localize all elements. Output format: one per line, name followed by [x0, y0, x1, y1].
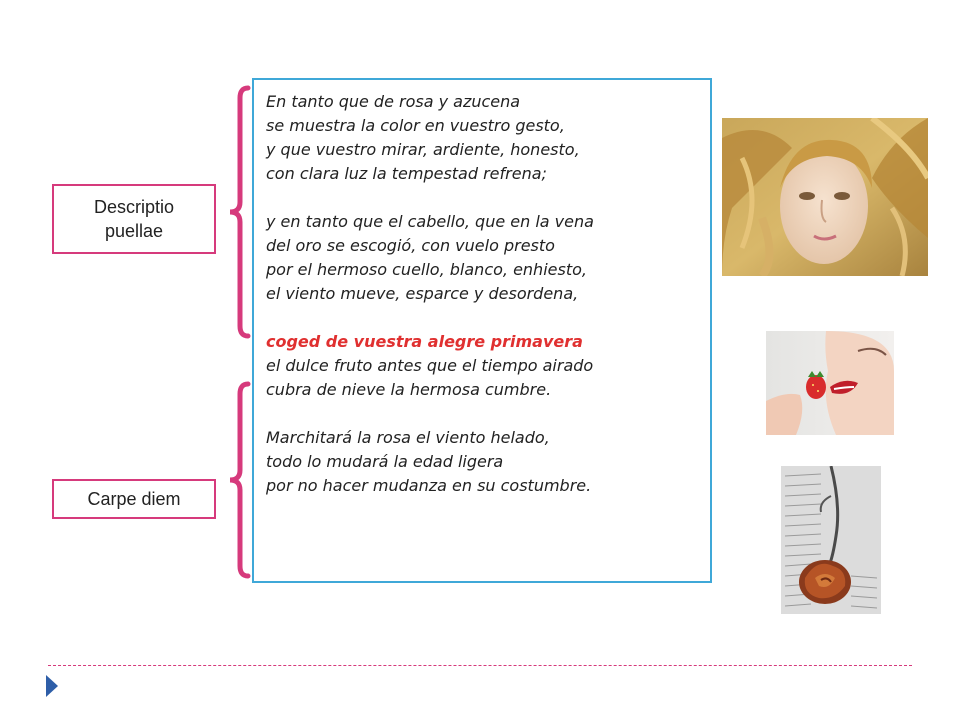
- poem-line: por no hacer mudanza en su costumbre.: [266, 476, 592, 495]
- play-arrow-icon: [45, 674, 59, 698]
- poem-stanza-4: [266, 426, 700, 498]
- poem-highlight-line: coged de vuestra alegre primavera: [266, 332, 583, 351]
- label-carpe-diem-text: Carpe diem: [87, 489, 181, 509]
- label-descriptio-puellae: [52, 184, 216, 254]
- bracket-carpe-diem: [222, 380, 252, 580]
- label-carpe-diem: [52, 479, 216, 519]
- poem-box: [252, 78, 712, 583]
- poem-line: y que vuestro mirar, ardiente, honesto,: [266, 140, 580, 159]
- poem-line: el dulce fruto antes que el tiempo airado: [266, 356, 594, 375]
- poem-line: cubra de nieve la hermosa cumbre.: [266, 380, 552, 399]
- venus-portrait-image: [722, 118, 928, 276]
- poem-line: se muestra la color en vuestro gesto,: [266, 116, 565, 135]
- poem-stanza-1: [266, 90, 700, 186]
- label-descriptio-line1: Descriptio: [93, 197, 175, 217]
- strawberry-woman-image: [766, 331, 894, 435]
- poem-line: por el hermoso cuello, blanco, enhiesto,: [266, 260, 587, 279]
- wilted-rose-image: [781, 466, 881, 614]
- poem-line: el viento mueve, esparce y desordena,: [266, 284, 579, 303]
- poem-line: Marchitará la rosa el viento helado,: [266, 428, 550, 447]
- poem-line: del oro se escogió, con vuelo presto: [266, 236, 555, 255]
- poem-line: En tanto que de rosa y azucena: [266, 92, 521, 111]
- poem-line: con clara luz la tempestad refrena;: [266, 164, 547, 183]
- footer-divider: [48, 665, 912, 666]
- poem-stanza-3: [266, 330, 700, 402]
- bracket-descriptio: [222, 84, 252, 340]
- poem-stanza-2: [266, 210, 700, 306]
- label-descriptio-line2: puellae: [104, 221, 164, 241]
- poem-line: todo lo mudará la edad ligera: [266, 452, 504, 471]
- poem-line: y en tanto que el cabello, que en la vena: [266, 212, 594, 231]
